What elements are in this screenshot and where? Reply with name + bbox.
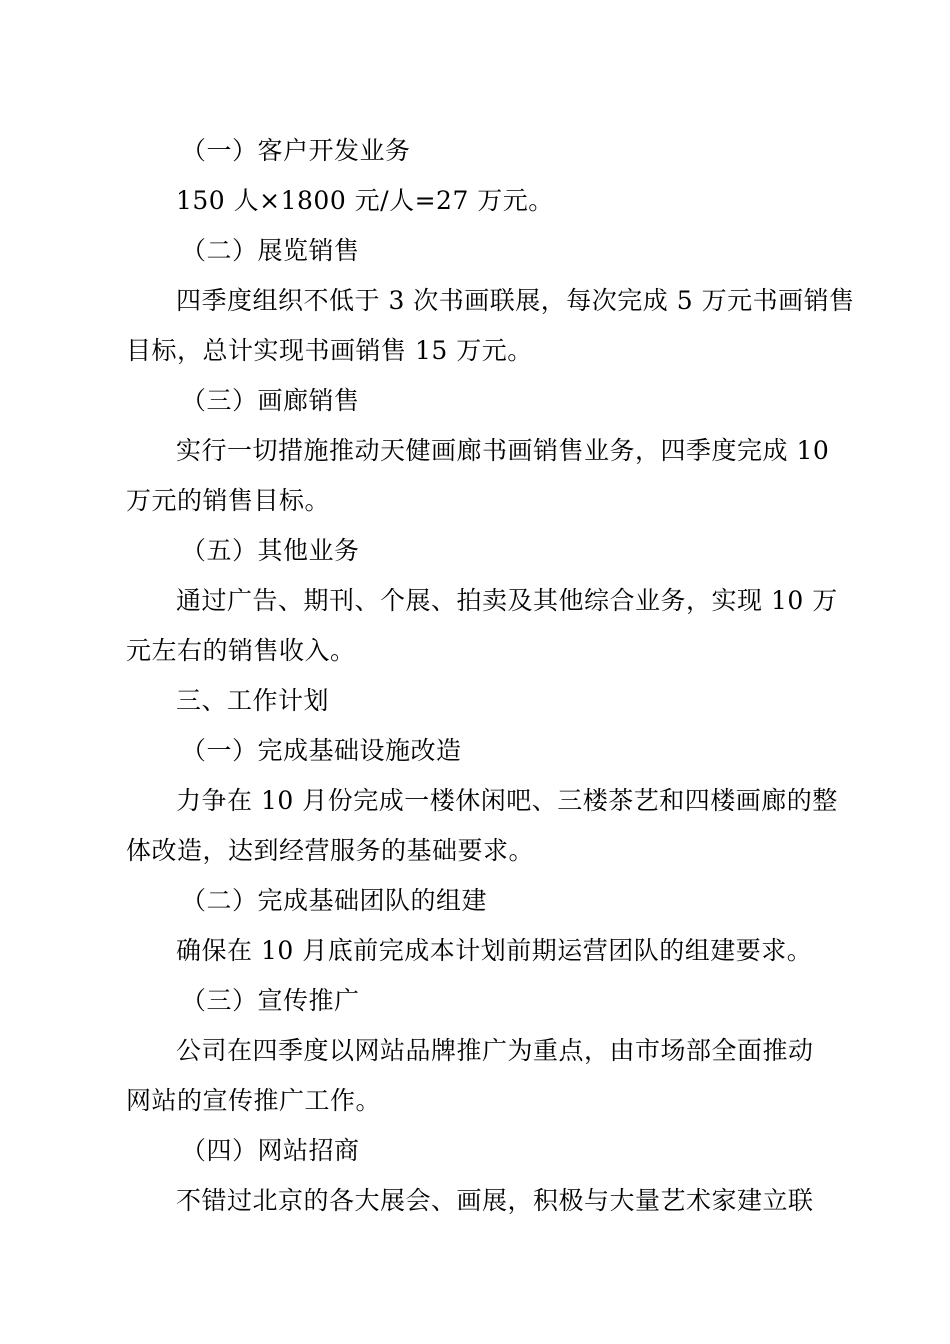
text-line: 实行一切措施推动天健画廊书画销售业务，四季度完成 10: [176, 436, 830, 465]
text-line: 体改造，达到经营服务的基础要求。: [126, 836, 535, 865]
body-paragraph: [126, 776, 840, 876]
body-paragraph: [126, 1176, 840, 1226]
section-heading: [126, 876, 840, 926]
text-line: （一）完成基础设施改造: [181, 736, 462, 765]
section-heading: [126, 226, 840, 276]
text-line: 力争在 10 月份完成一楼休闲吧、三楼茶艺和四楼画廊的整: [176, 786, 838, 815]
body-paragraph: [126, 176, 840, 226]
body-paragraph: [126, 576, 840, 676]
text-line: （五）其他业务: [181, 536, 360, 565]
section-heading: [126, 376, 840, 426]
text-line: 三、工作计划: [176, 686, 330, 715]
section-heading: [126, 976, 840, 1026]
text-line: （二）完成基础团队的组建: [181, 886, 488, 915]
section-heading: [126, 1126, 840, 1176]
document-page: [126, 126, 855, 1226]
chapter-heading: [126, 676, 840, 726]
section-heading: [126, 526, 840, 576]
body-paragraph: [126, 276, 855, 376]
text-line: （四）网站招商: [181, 1136, 360, 1165]
text-line: 通过广告、期刊、个展、拍卖及其他综合业务，实现 10 万: [176, 586, 838, 615]
body-paragraph: [126, 426, 840, 526]
text-line: 万元的销售目标。: [126, 486, 331, 515]
section-heading: [126, 726, 840, 776]
text-line: 确保在 10 月底前完成本计划前期运营团队的组建要求。: [176, 936, 813, 965]
text-line: 四季度组织不低于 3 次书画联展，每次完成 5 万元书画销售: [176, 286, 855, 315]
text-line: 不错过北京的各大展会、画展，积极与大量艺术家建立联: [176, 1186, 814, 1215]
section-heading: [126, 126, 840, 176]
body-paragraph: [126, 1026, 840, 1126]
text-line: 元左右的销售收入。: [126, 636, 356, 665]
text-line: （二）展览销售: [181, 236, 360, 265]
text-line: （三）宣传推广: [181, 986, 360, 1015]
body-paragraph: [126, 926, 840, 976]
text-line: 网站的宣传推广工作。: [126, 1086, 382, 1115]
text-line: （一）客户开发业务: [181, 136, 411, 165]
text-line: 公司在四季度以网站品牌推广为重点，由市场部全面推动: [176, 1036, 814, 1065]
text-line: 150 人×1800 元/人=27 万元。: [176, 186, 554, 215]
text-line: 目标，总计实现书画销售 15 万元。: [126, 336, 533, 365]
text-line: （三）画廊销售: [181, 386, 360, 415]
